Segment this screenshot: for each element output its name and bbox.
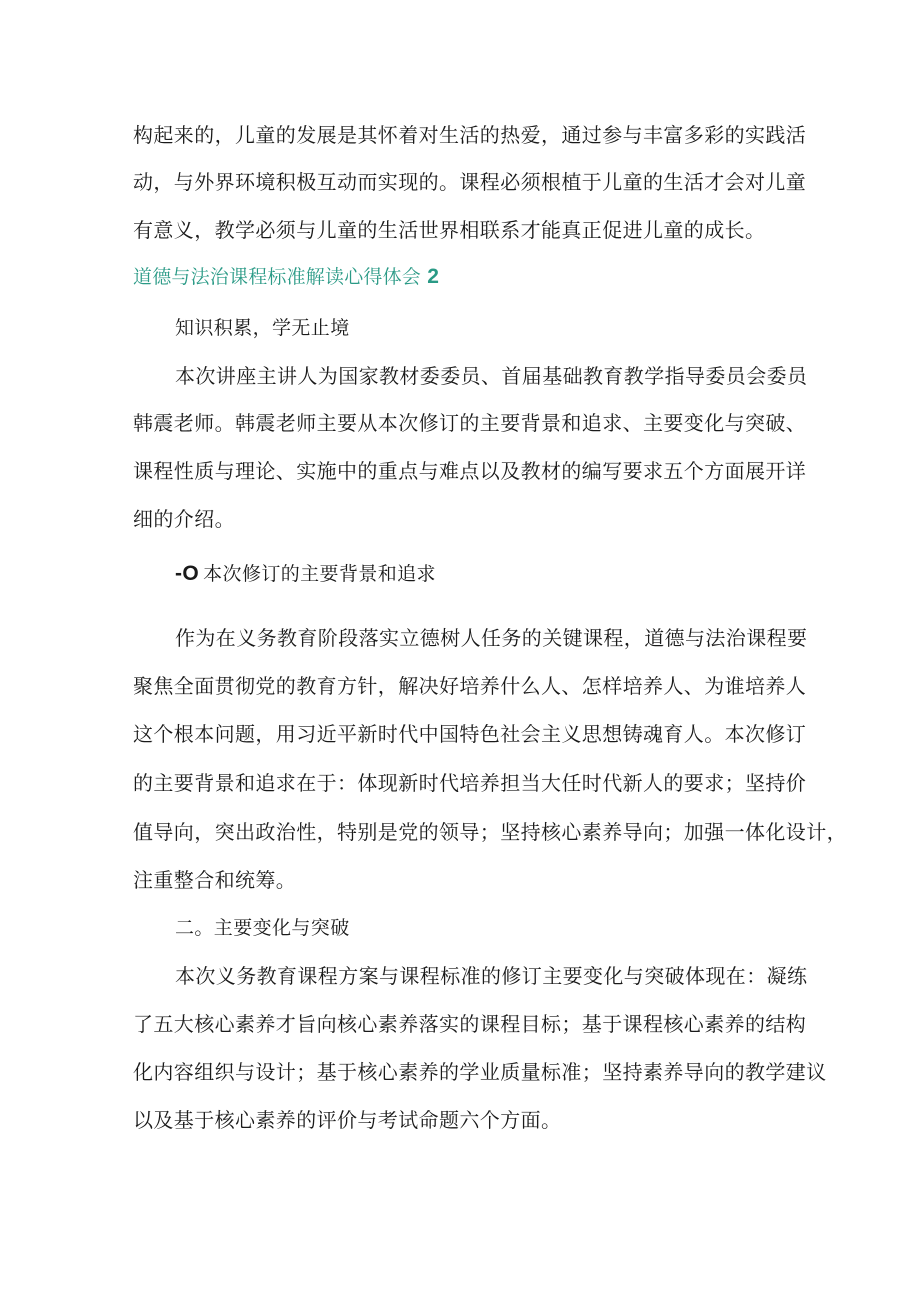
intro-line-1: 构起来的，儿童的发展是其怀着对生活的热爱，通过参与丰富多彩的实践活	[133, 123, 807, 147]
changes-line-2: 了五大核心素养才旨向核心素养落实的课程目标；基于课程核心素养的结构	[133, 1012, 807, 1036]
speaker-line-3: 课程性质与理论、实施中的重点与难点以及教材的编写要求五个方面展开详	[133, 459, 807, 483]
background-line-6: 注重整合和统筹。	[133, 868, 297, 892]
changes-line-4: 以及基于核心素养的评价与考试命题六个方面。	[133, 1108, 562, 1132]
section2-heading: 二。主要变化与突破	[175, 917, 350, 939]
intro-line-2: 动，与外界环境积极互动而实现的。课程必须根植于儿童的生活才会对儿童	[133, 170, 807, 194]
changes-line-3: 化内容组织与设计；基于核心素养的学业质量标准；坚持素养导向的教学建议	[133, 1060, 827, 1084]
section1-mark: -O	[175, 562, 200, 585]
speaker-line-1: 本次讲座主讲人为国家教材委委员、首届基础教育教学指导委员会委员	[175, 364, 808, 388]
section-heading	[133, 263, 813, 291]
changes-line-1: 本次义务教育课程方案与课程标准的修订主要变化与突破体现在：凝练	[175, 964, 808, 988]
heading-text: 道德与法治课程标准解读心得体会	[133, 266, 422, 288]
section1-heading	[175, 560, 815, 588]
background-line-2: 聚焦全面贯彻党的教育方针，解决好培养什么人、怎样培养人、为谁培养人	[133, 674, 807, 698]
intro-line-3: 有意义，教学必须与儿童的生活世界相联系才能真正促进儿童的成长。	[133, 218, 766, 242]
subtitle: 知识积累，学无止境	[175, 317, 350, 339]
heading-number: 2	[427, 265, 440, 288]
speaker-line-2: 韩震老师。韩震老师主要从本次修订的主要背景和追求、主要变化与突破、	[133, 411, 807, 435]
section1-title: 本次修订的主要背景和追求	[203, 563, 436, 585]
background-line-4: 的主要背景和追求在于：体现新时代培养担当大任时代新人的要求；坚持价	[133, 771, 807, 795]
background-line-1: 作为在义务教育阶段落实立德树人任务的关键课程，道德与法治课程要	[175, 626, 808, 650]
background-line-3: 这个根本问题，用习近平新时代中国特色社会主义思想铸魂育人。本次修订	[133, 722, 807, 746]
speaker-line-4: 细的介绍。	[133, 507, 235, 531]
background-line-5: 值导向，突出政治性，特别是党的领导；坚持核心素养导向；加强一体化设计，	[133, 820, 847, 844]
